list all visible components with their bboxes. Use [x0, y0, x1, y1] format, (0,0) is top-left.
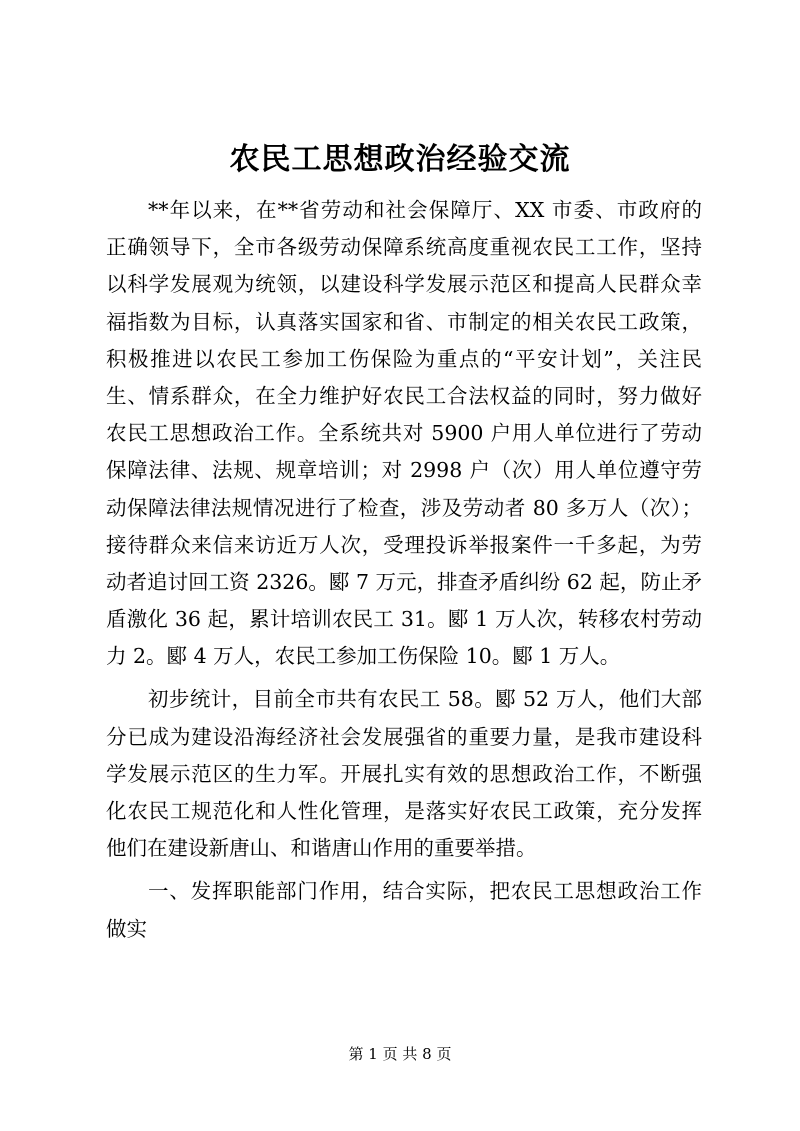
text-line: 生、情系群众，在全力维护好农民工合法权益的同时，努力做好: [106, 383, 702, 408]
section-heading-line: 一、发挥职能部门作用，结合实际，把农民工思想政治工作: [148, 879, 702, 904]
document-body: [106, 192, 702, 948]
text-line: 化农民工规范化和人性化管理，是落实好农民工政策，充分发挥: [106, 799, 702, 823]
document-title: 农民工思想政治经验交流: [229, 142, 571, 177]
page-footer: 第 1 页 共 8 页: [348, 1045, 452, 1063]
text-line: 以科学发展观为统领，以建设科学发展示范区和提高人民群众幸: [106, 272, 702, 297]
text-line: 动保障法律法规情况进行了检查，涉及劳动者 80 多万人（次）；: [106, 495, 702, 520]
text-line: 初步统计，目前全市共有农民工 58。郾 52 万人，他们大部: [148, 687, 702, 712]
section-heading-line: 做实: [106, 916, 147, 941]
paragraph-statistics: [106, 681, 702, 867]
text-line: 正确领导下，全市各级劳动保障系统高度重视农民工工作，坚持: [106, 235, 702, 260]
text-line: 接待群众来信来访近万人次，受理投诉举报案件一千多起，为劳: [106, 532, 702, 557]
text-line: 力 2。郾 4 万人，农民工参加工伤保险 10。郾 1 万人。: [106, 644, 621, 669]
text-line: 分已成为建设沿海经济社会发展强省的重要力量，是我市建设科: [106, 724, 702, 749]
text-line: 保障法律、法规、规章培训；对 2998 户（次）用人单位遵守劳: [106, 458, 702, 483]
text-line: 农民工思想政治工作。全系统共对 5900 户用人单位进行了劳动: [106, 421, 702, 446]
text-line: 盾激化 36 起，累计培训农民工 31。郾 1 万人次，转移农村劳动: [106, 607, 702, 632]
text-line: 他们在建设新唐山、和谐唐山作用的重要举措。: [106, 836, 537, 861]
text-line: 动者追讨回工资 2326。郾 7 万元，排查矛盾纠纷 62 起，防止矛: [106, 569, 702, 594]
text-line: 福指数为目标，认真落实国家和省、市制定的相关农民工政策，: [106, 309, 702, 334]
paragraph-intro: [106, 192, 702, 675]
text-line: 积极推进以农民工参加工伤保险为重点的“平安计划”，关注民: [106, 346, 702, 371]
paragraph-section-one: [106, 873, 702, 947]
text-line: **年以来，在**省劳动和社会保障厅、XX 市委、市政府的: [148, 198, 702, 222]
text-line: 学发展示范区的生力军。开展扎实有效的思想政治工作，不断强: [106, 761, 702, 786]
